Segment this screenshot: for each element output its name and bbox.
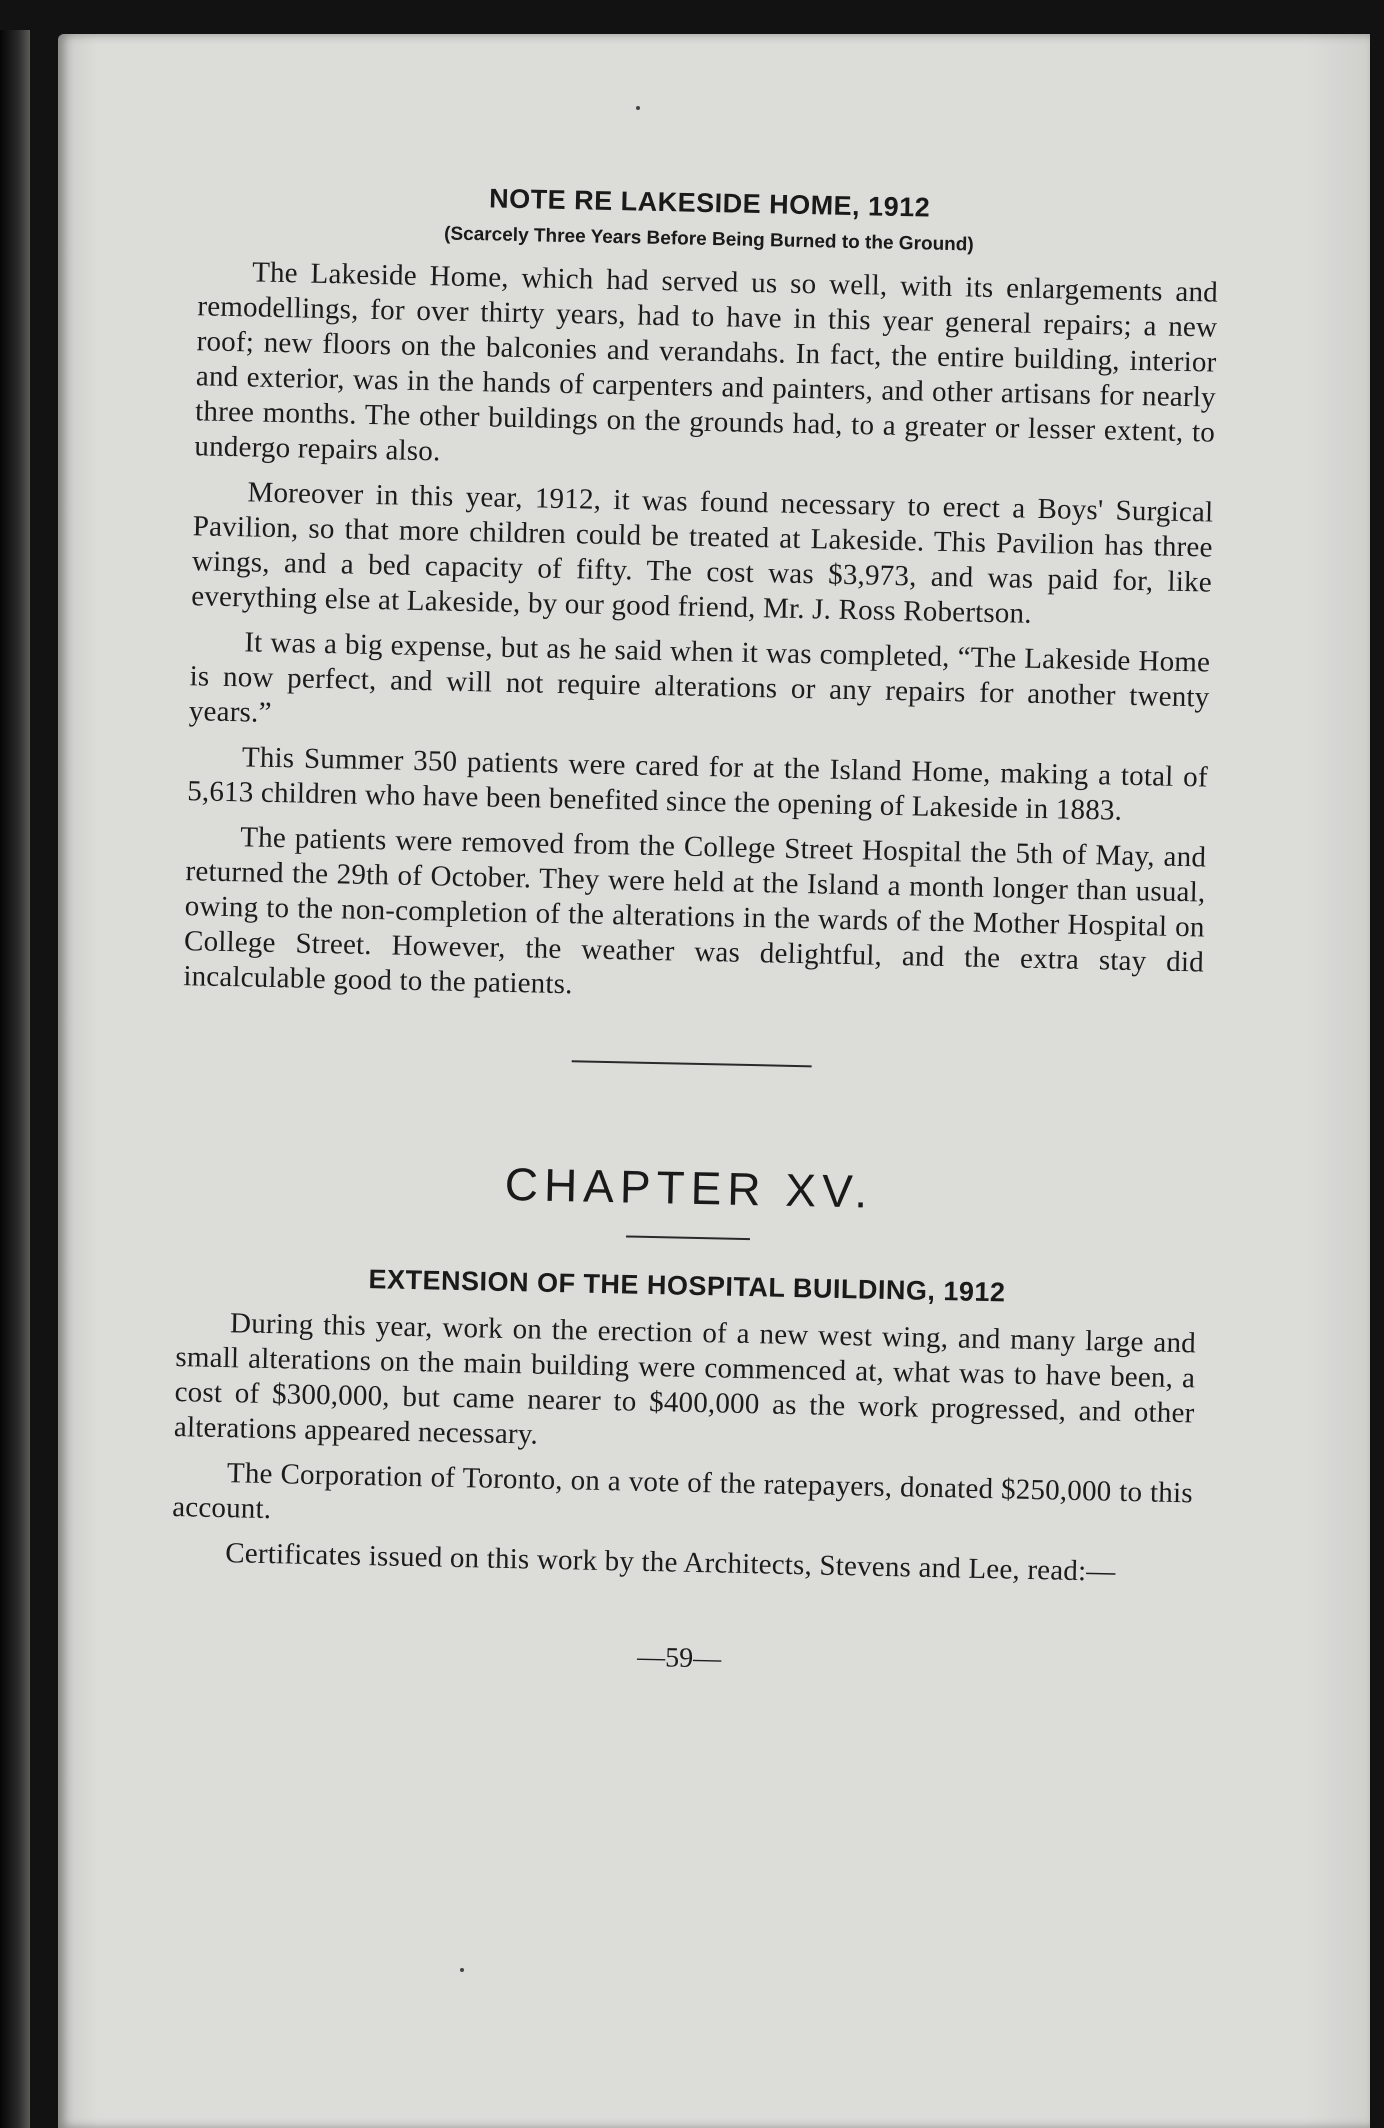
paragraph: The Lakeside Home, which had served us so well, with its enlargements and remodellings, for over thirty years, had to have in this year general repairs; a new roof; new floors on the balconies and verandahs. In fact, the entire building, interior and exterior, was in the hands of carpenters and painters, and other artisans for nearly three months. The other buildings on the grounds had, to a greater or lesser extent, to undergo repairs also. (194, 256, 1219, 468)
section-divider (572, 1060, 812, 1067)
paragraph: Moreover in this year, 1912, it was found necessary to erect a Boys' Surgical Pavilion, so that more children could be treated at Lakeside. This Pavilion has three wings, and a bed capacity of fifty. The cost was $3,973, and was paid for, like everything else at Lakeside, by our good friend, Mr. J. Ross Robertson. (191, 476, 1214, 630)
speck-mark (460, 1968, 464, 1972)
speck-mark (636, 106, 640, 110)
paragraph: Certificates issued on this work by the Architects, Stevens and Lee, read:— (224, 1537, 1116, 1588)
section-subheading: (Scarcely Three Years Before Being Burned to the Ground) (443, 223, 974, 256)
section-heading-lakeside: NOTE RE LAKESIDE HOME, 1912 (488, 183, 931, 223)
page-content (169, 177, 1220, 1685)
paragraph: The Corporation of Toronto, on a vote of the ratepayers, donated $250,000 to this account. (171, 1457, 1194, 1526)
page-number: —59— (636, 1641, 722, 1675)
paragraph: The patients were removed from the College Street Hospital the 5th of May, and returned the 29th of October. They were held at the Island a month longer than usual, owing to the non-completion of the alterations in the wards of the Mother Hospital on College Street. However, the weather was delightful, and the extra stay did incalculable good to the patients. (183, 821, 1207, 1001)
paragraph: During this year, work on the erection of a new west wing, and many large and small alterations on the main building were commenced at, what was to have been, a cost of $300,000, but came nearer to $400,000 as the work progressed, and other alterations appeared necessary. (173, 1307, 1197, 1451)
paragraph: This Summer 350 patients were cared for at the Island Home, making a total of 5,613 children who have been benefited since the opening of Lakeside in 1883. (186, 741, 1209, 827)
section-heading-extension: EXTENSION OF THE HOSPITAL BUILDING, 1912 (368, 1264, 1006, 1308)
book-spine-shadow (0, 30, 30, 2128)
paragraph: It was a big expense, but as he said when it was completed, “The Lakeside Home is now perfect, and will not require alterations or any repairs for another twenty years.” (188, 626, 1211, 729)
chapter-title: CHAPTER XV. (504, 1157, 874, 1218)
chapter-divider (626, 1235, 750, 1240)
